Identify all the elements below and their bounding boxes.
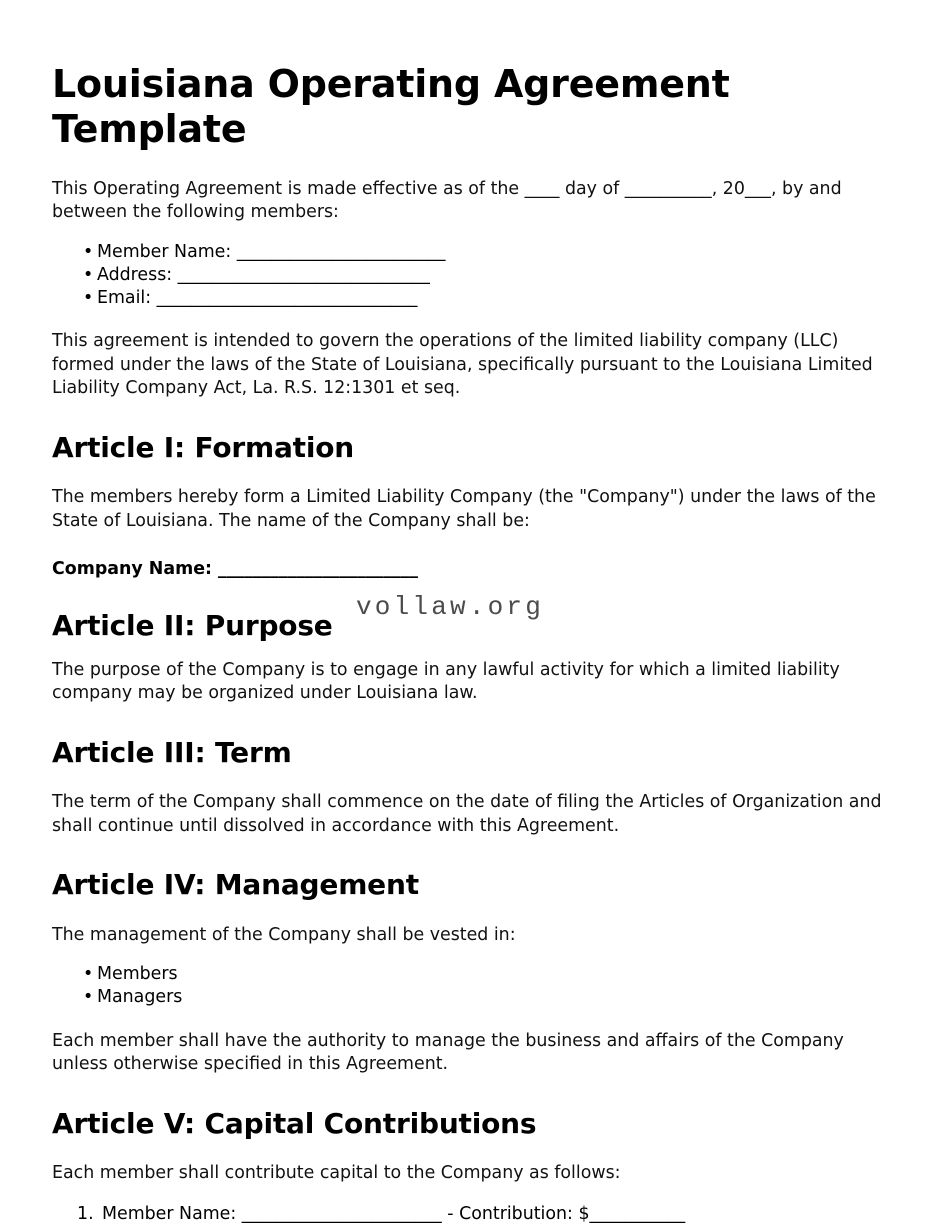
heading-article-i: Article I: Formation: [52, 430, 355, 464]
heading-article-v: Article V: Capital Contributions: [52, 1106, 537, 1140]
watermark-vollaw: vollaw.org: [356, 592, 545, 622]
list-item-email: • Email: ______________________________: [83, 287, 891, 310]
list-item-contribution: Member Name: _______________________ - Contribution: $___________: [102, 1203, 686, 1224]
management-options-list: [52, 963, 891, 1009]
article-i-body: The members hereby form a Limited Liability Company (the "Company") under the laws of the State of Louisiana. The name of the Company shall be:: [52, 487, 876, 531]
capital-contributions-list: [52, 1203, 891, 1226]
member-fields-list: [52, 241, 891, 310]
heading-article-iv: Article IV: Management: [52, 868, 419, 902]
company-name-field: Company Name: _______________________: [52, 559, 418, 580]
governing-law-paragraph: This agreement is intended to govern the operations of the limited liability company (LLC) formed under the laws of the State of Louisiana, specifically pursuant to the Louisiana Limited Liability Company Act, La. R.S. 12:1301 et seq.: [52, 331, 873, 399]
heading-article-iii: Article III: Term: [52, 735, 292, 769]
list-item-address: • Address: _____________________________: [83, 264, 891, 287]
article-iv-body: The management of the Company shall be vested in:: [52, 924, 516, 945]
intro-paragraph: This Operating Agreement is made effective as of the ____ day of __________, 20___, by and between the following members:: [52, 178, 842, 223]
page-title: Louisiana Operating Agreement Template: [52, 62, 730, 151]
list-item-managers: • Managers: [83, 986, 891, 1009]
list-item-members: • Members: [83, 963, 891, 986]
article-iv-closing: Each member shall have the authority to manage the business and affairs of the Company unless otherwise specified in this Agreement.: [52, 1030, 844, 1075]
heading-article-ii: Article II: Purpose: [52, 609, 333, 643]
article-v-body: Each member shall contribute capital to the Company as follows:: [52, 1163, 621, 1184]
article-ii-body: The purpose of the Company is to engage in any lawful activity for which a limited liability company may be organized under Louisiana law.: [52, 659, 840, 704]
article-iii-body: The term of the Company shall commence on the date of filing the Articles of Organization and shall continue until dissolved in accordance with this Agreement.: [52, 792, 882, 836]
list-item-member-name: • Member Name: ________________________: [83, 241, 891, 264]
